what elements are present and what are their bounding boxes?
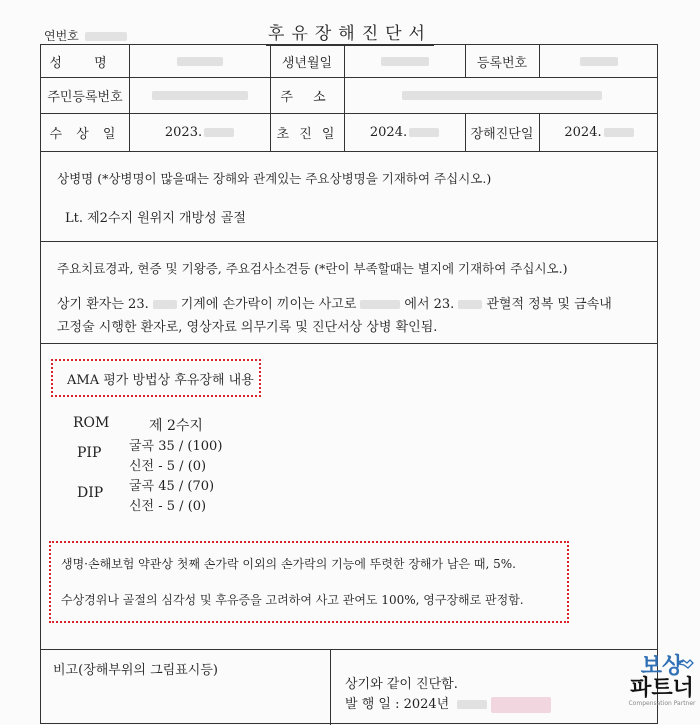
course-instruction: 주요치료경과, 현증 및 기왕증, 주요검사소견등 (*란이 부족할때는 별지에 기재하여 주십시오.): [57, 261, 568, 276]
course-line-1: 상기 환자는 23. 기계에 손가락이 끼이는 사고로 에서 23. 관혈적 정복 및 금속내: [57, 297, 612, 312]
injury-date-label: 수 상 일: [49, 126, 121, 142]
brand-logo: [628, 656, 696, 711]
rule: [41, 241, 657, 242]
ama-heading: AMA 평가 방법상 후유장해 내용: [67, 373, 254, 388]
pip-flexion: 굴곡 35 / (100): [129, 439, 223, 454]
pip-extension: 신전 - 5 / (0): [129, 459, 207, 474]
reg-value: [539, 45, 659, 77]
certify-text: 상기와 같이 진단함.: [345, 677, 458, 692]
finger-label: 제 2수지: [149, 418, 203, 434]
rom-label: ROM: [73, 415, 110, 431]
diagnosis-date-value: 2024.: [539, 113, 659, 151]
first-visit-value: 2024.: [344, 113, 465, 151]
injury-date-value: 2023.: [129, 113, 270, 151]
rule: [41, 649, 657, 650]
logo-line-1: 보상: [640, 654, 684, 679]
diagnosis-date-label: 장해진단일: [470, 126, 534, 142]
address-label: 주 소: [280, 89, 334, 105]
id-value: [129, 77, 270, 113]
highlight-box: [49, 541, 569, 623]
rule: [330, 649, 331, 725]
serial-label: 연번호: [44, 29, 79, 43]
dip-flexion: 굴곡 45 / (70): [129, 479, 215, 494]
first-visit-label: 초 진 일: [276, 126, 338, 142]
logo-subtitle: Compensation Partner: [628, 700, 696, 707]
diagnosis-instruction: 상병명 (*상병명이 많을때는 장해와 관계있는 주요상병명을 기재하여 주십시오.): [57, 171, 492, 186]
rule: [41, 151, 657, 152]
issue-date: 발 행 일 : 2024년: [345, 693, 551, 713]
id-label: 주민등록번호: [47, 89, 123, 105]
diagnosis-name: Lt. 제2수지 원위지 개방성 골절: [65, 211, 246, 226]
reg-label: 등록번호: [476, 55, 528, 71]
conclusion-line-1: 생명·손해보험 약관상 첫째 손가락 이외의 손가락의 기능에 뚜렷한 장해가 남은 때, 5%.: [61, 557, 516, 571]
conclusion-line-2: 수상경위나 골절의 심각성 및 후유증을 고려하여 사고 관여도 100%, 영구장해로 판정함.: [61, 593, 524, 607]
remarks-label: 비고(장해부위의 그림표시등): [53, 663, 218, 678]
dip-label: DIP: [77, 485, 104, 501]
dip-extension: 신전 - 5 / (0): [129, 499, 207, 514]
name-value: [129, 45, 270, 77]
document-title: 후유장해진단서: [268, 24, 432, 44]
logo-line-2: 파트너: [630, 676, 694, 701]
course-line-2: 고정술 시행한 환자로, 영상자료 의무기록 및 진단서상 상병 확인됨.: [57, 320, 438, 335]
certificate-form: [40, 44, 658, 724]
birth-label: 생년월일: [281, 55, 333, 71]
address-value: [344, 77, 659, 113]
name-label: 성 명: [49, 55, 121, 71]
pip-label: PIP: [77, 445, 102, 461]
handshake-icon: [678, 658, 694, 670]
birth-value: [344, 45, 465, 77]
rule: [41, 343, 657, 344]
